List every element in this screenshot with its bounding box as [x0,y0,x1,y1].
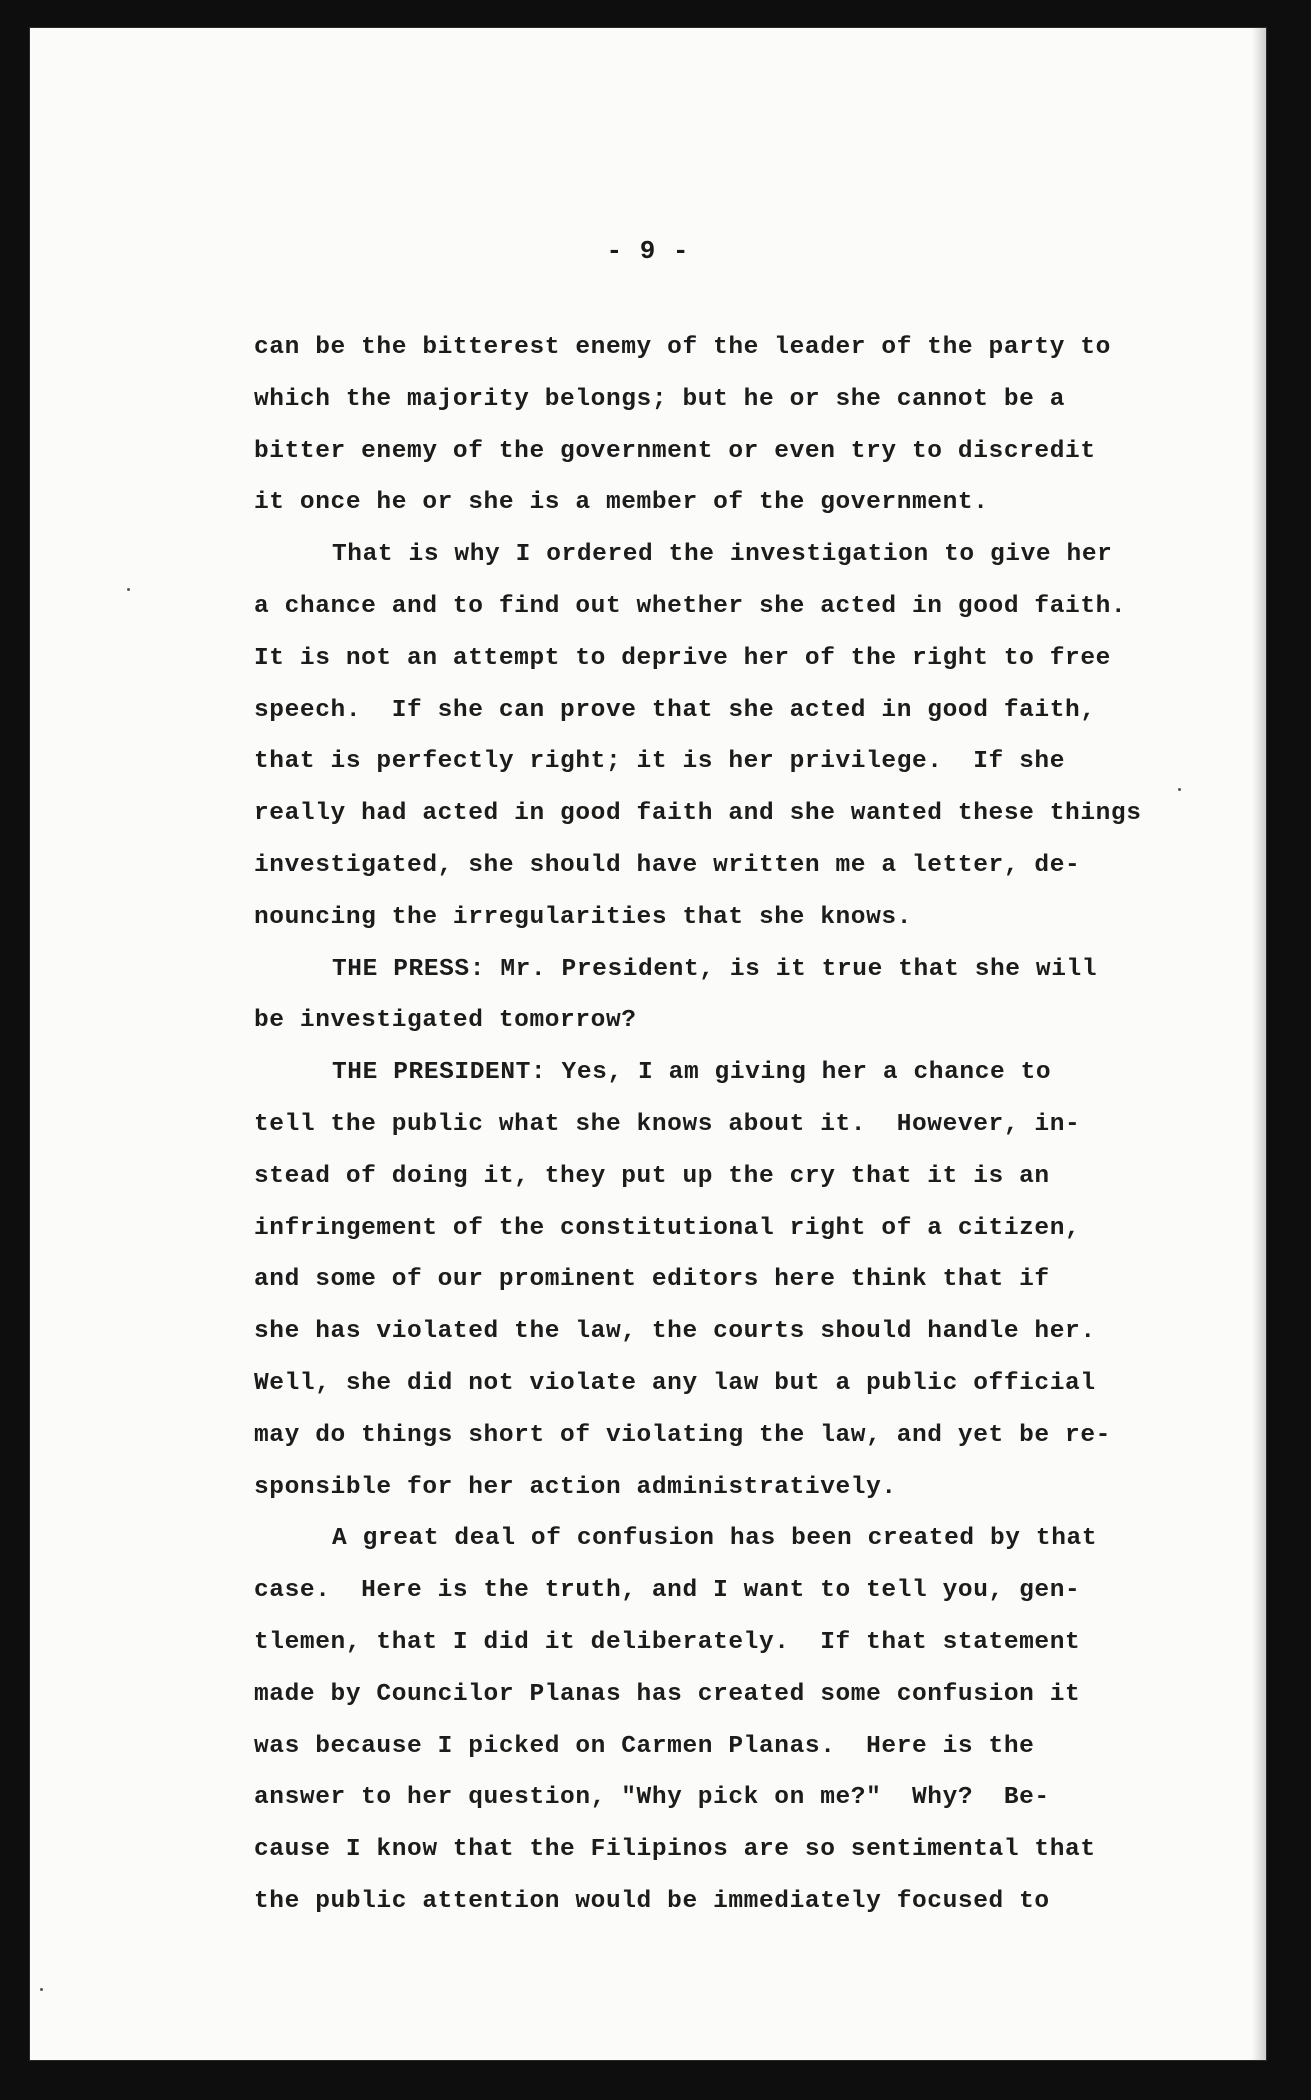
text-line: she has violated the law, the courts should handle her. [254,1318,1096,1346]
text-line: A great deal of confusion has been created by that [332,1525,1098,1553]
text-line: answer to her question, "Why pick on me?" Why? Be- [254,1784,1050,1812]
text-line: stead of doing it, they put up the cry that it is an [254,1162,1050,1190]
page-number: - 9 - [606,236,690,266]
text-line: THE PRESIDENT: Yes, I am giving her a chance to [332,1059,1052,1087]
text-line: which the majority belongs; but he or she cannot be a [254,385,1066,413]
text-line: speech. If she can prove that she acted in good faith, [254,696,1096,724]
text-line: bitter enemy of the government or even try to discredit [254,437,1096,465]
text-line: and some of our prominent editors here think that if [254,1266,1050,1294]
text-line: nouncing the irregularities that she knows. [254,903,913,931]
document-page [30,28,1266,2060]
scan-speck [127,588,130,591]
text-line: be investigated tomorrow? [254,1007,637,1035]
text-line: cause I know that the Filipinos are so sentimental that [254,1836,1096,1864]
text-line: it once he or she is a member of the government. [254,489,989,517]
page-edge-shadow [1252,28,1266,2060]
text-line: that is perfectly right; it is her privilege. If she [254,748,1066,776]
text-line: tell the public what she knows about it. However, in- [254,1110,1081,1138]
text-line: sponsible for her action administratively. [254,1473,897,1501]
text-line: investigated, she should have written me a letter, de- [254,851,1081,879]
text-line: made by Councilor Planas has created some confusion it [254,1680,1081,1708]
scan-speck [40,1988,43,1991]
text-line: may do things short of violating the law, and yet be re- [254,1421,1111,1449]
text-line: was because I picked on Carmen Planas. Here is the [254,1732,1035,1760]
text-line: case. Here is the truth, and I want to tell you, gen- [254,1577,1081,1605]
text-line: That is why I ordered the investigation to give her [332,541,1113,569]
text-line: tlemen, that I did it deliberately. If that statement [254,1628,1081,1656]
text-line: the public attention would be immediately focused to [254,1887,1050,1915]
text-line: can be the bitterest enemy of the leader of the party to [254,334,1111,361]
text-line: Well, she did not violate any law but a public official [254,1369,1096,1397]
text-line: a chance and to find out whether she acted in good faith. [254,592,1127,620]
text-line: infringement of the constitutional right of a citizen, [254,1214,1081,1242]
text-line: really had acted in good faith and she wanted these things [254,800,1142,828]
text-line: It is not an attempt to deprive her of the right to free [254,644,1111,672]
document-body [254,322,1214,1928]
text-line: THE PRESS: Mr. President, is it true that she will [332,955,1098,983]
scan-speck [1178,788,1181,791]
